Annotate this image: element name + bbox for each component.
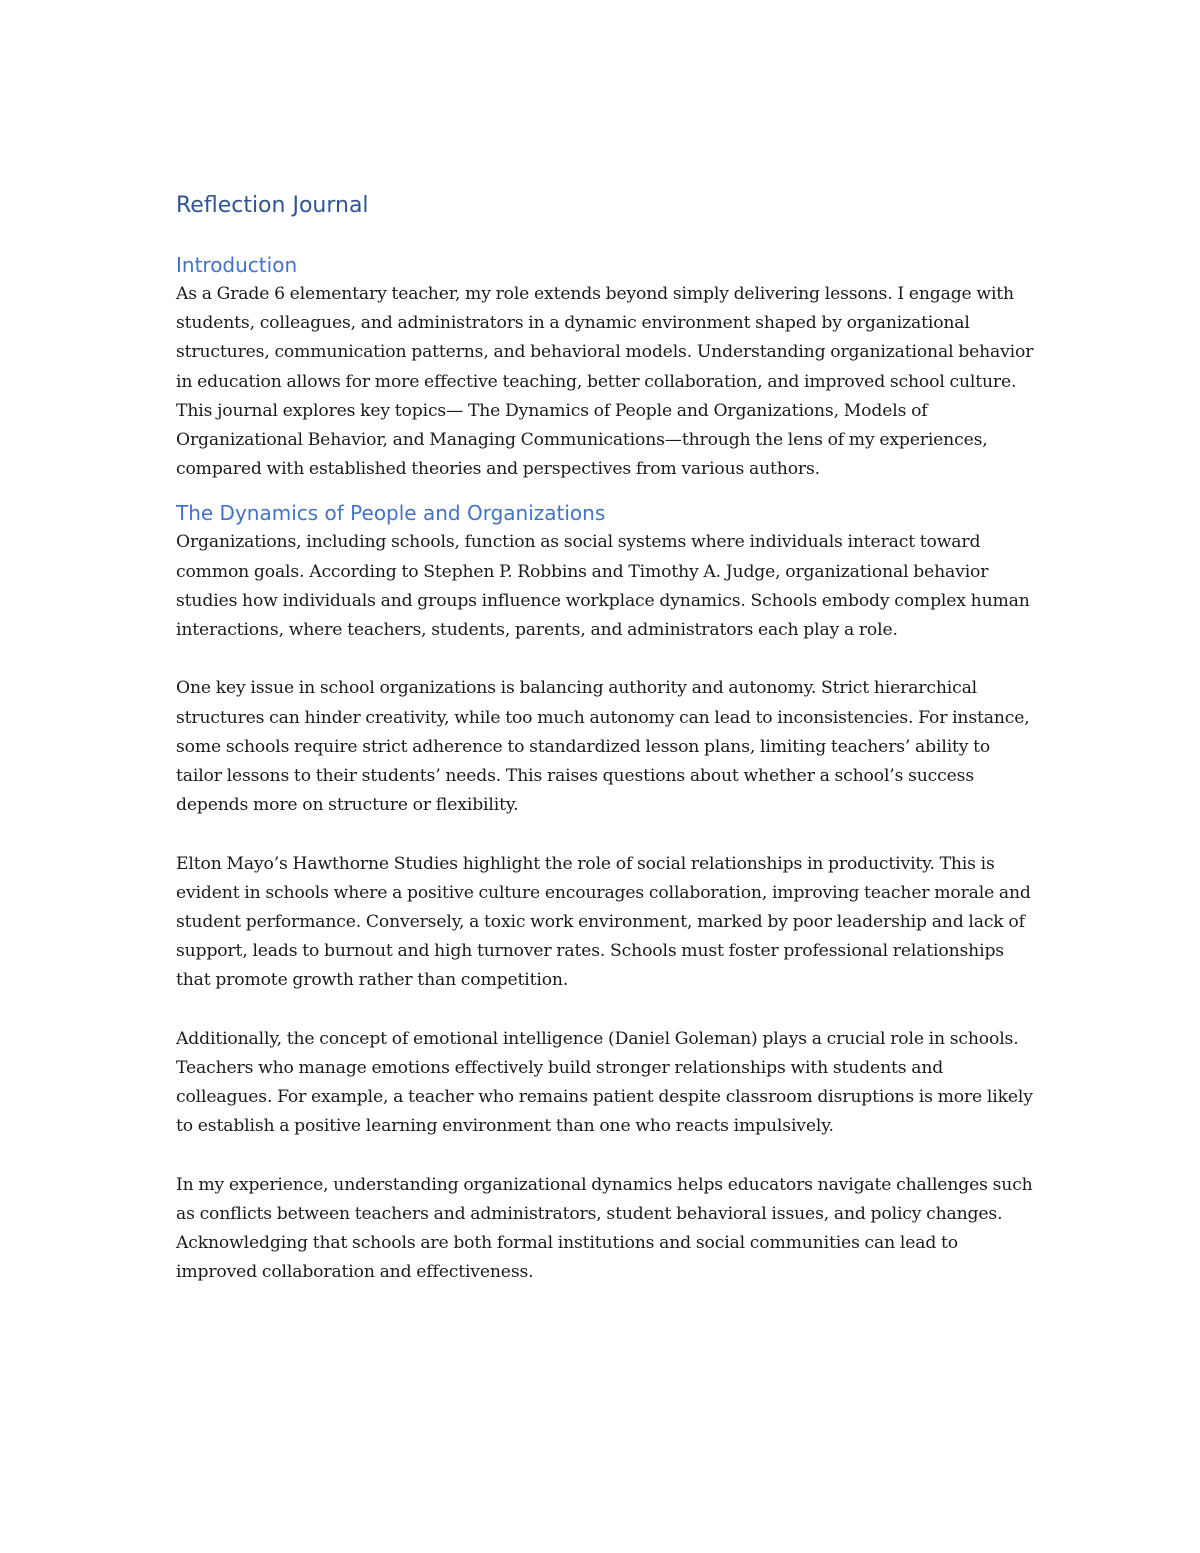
dynamics-paragraph-4: Additionally, the concept of emotional intelligence (Daniel Goleman) plays a crucial role in schools. Teachers who manage emotions effectively build stronger relationships with students and colleagues. For example, a teacher who remains patient despite classroom disruptions is more likely to establish a positive learning environment than one who reacts impulsively. bbox=[176, 1028, 1033, 1137]
dynamics-paragraph-5: In my experience, understanding organizational dynamics helps educators navigate challenges such as conflicts between teachers and administrators, student behavioral issues, and policy changes. Acknowledging that schools are both formal institutions and social communities can lead to improved collaboration and effectiveness. bbox=[176, 1174, 1033, 1283]
section-heading-dynamics: The Dynamics of People and Organizations bbox=[176, 501, 606, 526]
document-title: Reflection Journal bbox=[176, 193, 369, 218]
introduction-paragraph: As a Grade 6 elementary teacher, my role extends beyond simply delivering lessons. I engage with students, colleagues, and administrators in a dynamic environment shaped by organizational structures, communication patterns, and behavioral models. Understanding organizational behavior in education allows for more effective teaching, better collaboration, and improved school culture. This journal explores key topics— The Dynamics of People and Organizations, Models of Organizational Behavior, and Managing Communications—through the lens of my experiences, compared with established theories and perspectives from various authors. bbox=[176, 284, 1034, 480]
section-heading-introduction: Introduction bbox=[176, 253, 298, 277]
dynamics-paragraph-3: Elton Mayo’s Hawthorne Studies highlight the role of social relationships in productivity. This is evident in schools where a positive culture encourages collaboration, improving teacher morale and student performance. Conversely, a toxic work environment, marked by poor leadership and lack of support, leads to burnout and high turnover rates. Schools must foster professional relationships that promote growth rather than competition. bbox=[176, 853, 1031, 991]
dynamics-paragraph-2: One key issue in school organizations is balancing authority and autonomy. Strict hierarchical structures can hinder creativity, while too much autonomy can lead to inconsistencies. For instance, some schools require strict adherence to standardized lesson plans, limiting teachers’ ability to tailor lessons to their students’ needs. This raises questions about whether a school’s success depends more on structure or flexibility. bbox=[176, 678, 1030, 816]
dynamics-paragraph-1: Organizations, including schools, function as social systems where individuals interact toward common goals. According to Stephen P. Robbins and Timothy A. Judge, organizational behavior studies how individuals and groups influence workplace dynamics. Schools embody complex human interactions, where teachers, students, parents, and administrators each play a role. bbox=[176, 532, 1030, 641]
document-page bbox=[176, 190, 1036, 1288]
